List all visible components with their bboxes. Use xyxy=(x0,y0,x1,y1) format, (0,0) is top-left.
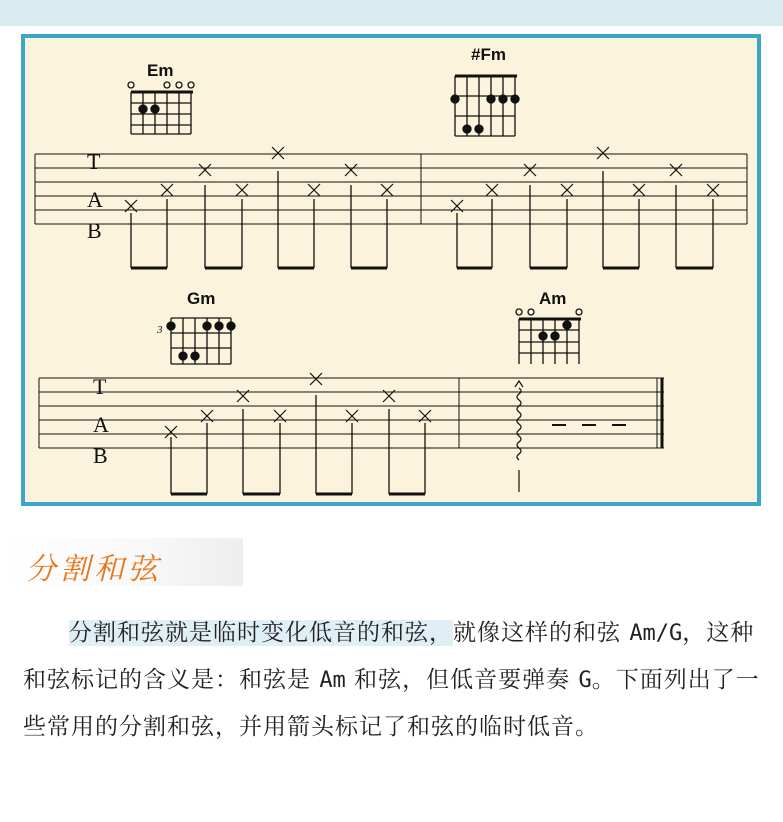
fret-label: 3 xyxy=(157,324,163,336)
paragraph-text-1: 就像这样的和弦 xyxy=(453,620,630,646)
highlighted-definition: 分割和弦就是临时变化低音的和弦， xyxy=(69,620,453,646)
tab-letter-t: T xyxy=(87,149,101,174)
tab-letter-b: B xyxy=(87,218,102,243)
chord-example: Am/G xyxy=(629,621,683,646)
x-marks-top xyxy=(125,147,719,212)
section-heading-text: 分割和弦 xyxy=(26,552,162,587)
chord-diagram-am xyxy=(516,289,582,364)
bass-note-g: G xyxy=(578,668,592,693)
paragraph-text-3: 和弦，但低音要弹奏 xyxy=(345,667,579,693)
top-band xyxy=(0,0,783,26)
note-stems-bottom xyxy=(171,395,425,494)
chord-name-em: Em xyxy=(147,61,174,80)
chord-diagram-fsharp-m xyxy=(451,45,519,136)
chord-am: Am xyxy=(319,668,346,693)
tab-svg xyxy=(25,38,757,502)
paragraph-text-4: 。下面列出了一些常用的分割和弦，并用箭头标记了和弦的临时低音。 xyxy=(23,667,760,740)
chord-name-gm: Gm xyxy=(187,289,216,308)
chord-diagram-gm xyxy=(156,289,235,364)
tab-letter-a: A xyxy=(87,187,103,212)
paragraph-text-2: ，这种和弦标记的含义是：和弦是 xyxy=(23,620,755,693)
tab-clef-top xyxy=(87,149,103,243)
arpeggio-arrow-icon xyxy=(515,381,523,492)
chord-name-am: Am xyxy=(539,289,567,308)
chord-diagram-em xyxy=(128,61,194,134)
tab-letter-a: A xyxy=(93,412,109,437)
body-paragraph xyxy=(23,610,768,751)
tab-clef-bottom xyxy=(93,374,109,468)
note-stems-top xyxy=(131,171,713,268)
guitar-tab-figure xyxy=(21,34,761,506)
tab-letter-b: B xyxy=(93,443,108,468)
chord-name-fsharp-m: #Fm xyxy=(471,45,506,64)
section-heading xyxy=(0,538,243,586)
tab-letter-t: T xyxy=(93,374,107,399)
